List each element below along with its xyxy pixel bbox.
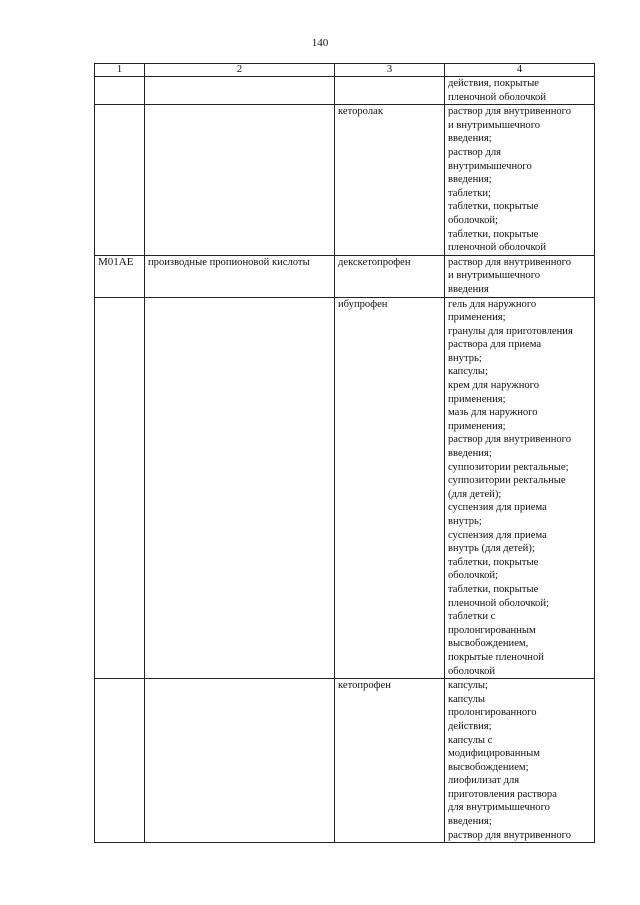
table-header-row bbox=[95, 64, 595, 77]
table-row bbox=[95, 679, 595, 843]
dosage-form-line: суппозитории ректальные; bbox=[448, 461, 569, 473]
column-header-drug: 3 bbox=[335, 64, 445, 77]
dosage-form-line: оболочкой bbox=[448, 665, 496, 677]
dosage-form-line: пленочной оболочкой bbox=[448, 91, 547, 103]
dosage-form-line: раствора для приема bbox=[448, 339, 542, 351]
cell-atc-code bbox=[95, 679, 145, 843]
dosage-form-line: мазь для наружного bbox=[448, 407, 538, 419]
dosage-form-line: модифицированным bbox=[448, 748, 540, 760]
cell-drug-name: кеторолак bbox=[335, 105, 445, 256]
dosage-form-line: приготовления раствора bbox=[448, 788, 557, 800]
dosage-form-line: суппозитории ректальные bbox=[448, 475, 566, 487]
dosage-form-line: пролонгированным bbox=[448, 624, 536, 636]
dosage-form-line: пленочной оболочкой; bbox=[448, 597, 549, 609]
dosage-form-line: таблетки, покрытые bbox=[448, 201, 539, 213]
dosage-form-line: для внутримышечного bbox=[448, 802, 550, 814]
cell-dosage-forms bbox=[445, 105, 595, 256]
dosage-form-line: внутримышечного bbox=[448, 160, 532, 172]
cell-atc-code: M01AE bbox=[95, 255, 145, 297]
dosage-form-line: пленочной оболочкой bbox=[448, 242, 547, 254]
dosage-form-line: таблетки, покрытые bbox=[448, 583, 539, 595]
table-row bbox=[95, 297, 595, 679]
dosage-form-line: внутрь; bbox=[448, 516, 482, 527]
dosage-form-line: раствор для внутривенного bbox=[448, 434, 572, 446]
table-row bbox=[95, 77, 595, 105]
dosage-form-line: раствор для внутривенного bbox=[448, 256, 572, 268]
dosage-form-line: капсулы с bbox=[448, 734, 493, 746]
cell-drug-name: кетопрофен bbox=[335, 679, 445, 843]
dosage-form-line: капсулы; bbox=[448, 366, 488, 378]
table-row bbox=[95, 105, 595, 256]
dosage-form-line: высвобождением, bbox=[448, 638, 529, 650]
cell-pharmacological-group bbox=[145, 297, 335, 679]
cell-pharmacological-group bbox=[145, 105, 335, 256]
medication-table bbox=[94, 63, 595, 843]
cell-atc-code bbox=[95, 297, 145, 679]
dosage-form-line: гранулы для приготовления bbox=[448, 325, 573, 337]
dosage-form-line: лиофилизат для bbox=[448, 775, 520, 787]
dosage-form-line: введения; bbox=[448, 448, 492, 460]
dosage-form-line: введения; bbox=[448, 174, 492, 186]
dosage-form-line: раствор для внутривенного bbox=[448, 829, 572, 841]
dosage-form-line: пролонгированного bbox=[448, 707, 537, 719]
cell-atc-code bbox=[95, 105, 145, 256]
dosage-form-line: введения bbox=[448, 283, 489, 295]
dosage-form-line: суспензия для приема bbox=[448, 502, 547, 514]
dosage-form-line: капсулы bbox=[448, 693, 486, 705]
dosage-form-line: внутрь; bbox=[448, 352, 482, 364]
dosage-form-line: введения; bbox=[448, 816, 492, 828]
dosage-form-line: крем для наружного bbox=[448, 380, 540, 392]
dosage-form-line: таблетки, покрытые bbox=[448, 228, 539, 240]
cell-drug-name: ибупрофен bbox=[335, 297, 445, 679]
cell-dosage-forms bbox=[445, 77, 595, 105]
cell-pharmacological-group bbox=[145, 77, 335, 105]
column-header-forms: 4 bbox=[445, 64, 595, 77]
dosage-form-line: высвобождением; bbox=[448, 761, 529, 773]
cell-pharmacological-group bbox=[145, 679, 335, 843]
dosage-form-line: применения; bbox=[448, 420, 506, 432]
table-body bbox=[95, 77, 595, 843]
dosage-form-line: и внутримышечного bbox=[448, 270, 541, 282]
cell-atc-code bbox=[95, 77, 145, 105]
dosage-form-line: и внутримышечного bbox=[448, 119, 541, 131]
dosage-form-line: таблетки; bbox=[448, 187, 491, 199]
dosage-form-line: гель для наружного bbox=[448, 298, 537, 310]
dosage-form-line: таблетки с bbox=[448, 611, 496, 623]
dosage-form-line: суспензия для приема bbox=[448, 529, 547, 541]
dosage-form-line: оболочкой; bbox=[448, 214, 498, 226]
cell-pharmacological-group: производные пропионовой кислоты bbox=[145, 255, 335, 297]
cell-drug-name: декскетопрофен bbox=[335, 255, 445, 297]
dosage-form-line: покрытые пленочной bbox=[448, 651, 544, 663]
dosage-form-line: раствор для внутривенного bbox=[448, 106, 572, 118]
column-header-group: 2 bbox=[145, 64, 335, 77]
dosage-form-line: (для детей); bbox=[448, 488, 502, 500]
dosage-form-line: внутрь (для детей); bbox=[448, 543, 535, 555]
cell-dosage-forms bbox=[445, 679, 595, 843]
cell-dosage-forms bbox=[445, 255, 595, 297]
dosage-form-line: оболочкой; bbox=[448, 570, 498, 582]
cell-dosage-forms bbox=[445, 297, 595, 679]
column-header-code: 1 bbox=[95, 64, 145, 77]
dosage-form-line: таблетки, покрытые bbox=[448, 556, 539, 568]
dosage-form-line: раствор для bbox=[448, 146, 502, 158]
page-number: 140 bbox=[311, 37, 329, 49]
dosage-form-line: применения; bbox=[448, 312, 506, 324]
dosage-form-line: капсулы; bbox=[448, 680, 488, 692]
dosage-form-line: действия, покрытые bbox=[448, 78, 539, 89]
table-row bbox=[95, 255, 595, 297]
dosage-form-line: введения; bbox=[448, 133, 492, 145]
dosage-form-line: действия; bbox=[448, 720, 492, 732]
cell-drug-name bbox=[335, 77, 445, 105]
dosage-form-line: применения; bbox=[448, 393, 506, 405]
